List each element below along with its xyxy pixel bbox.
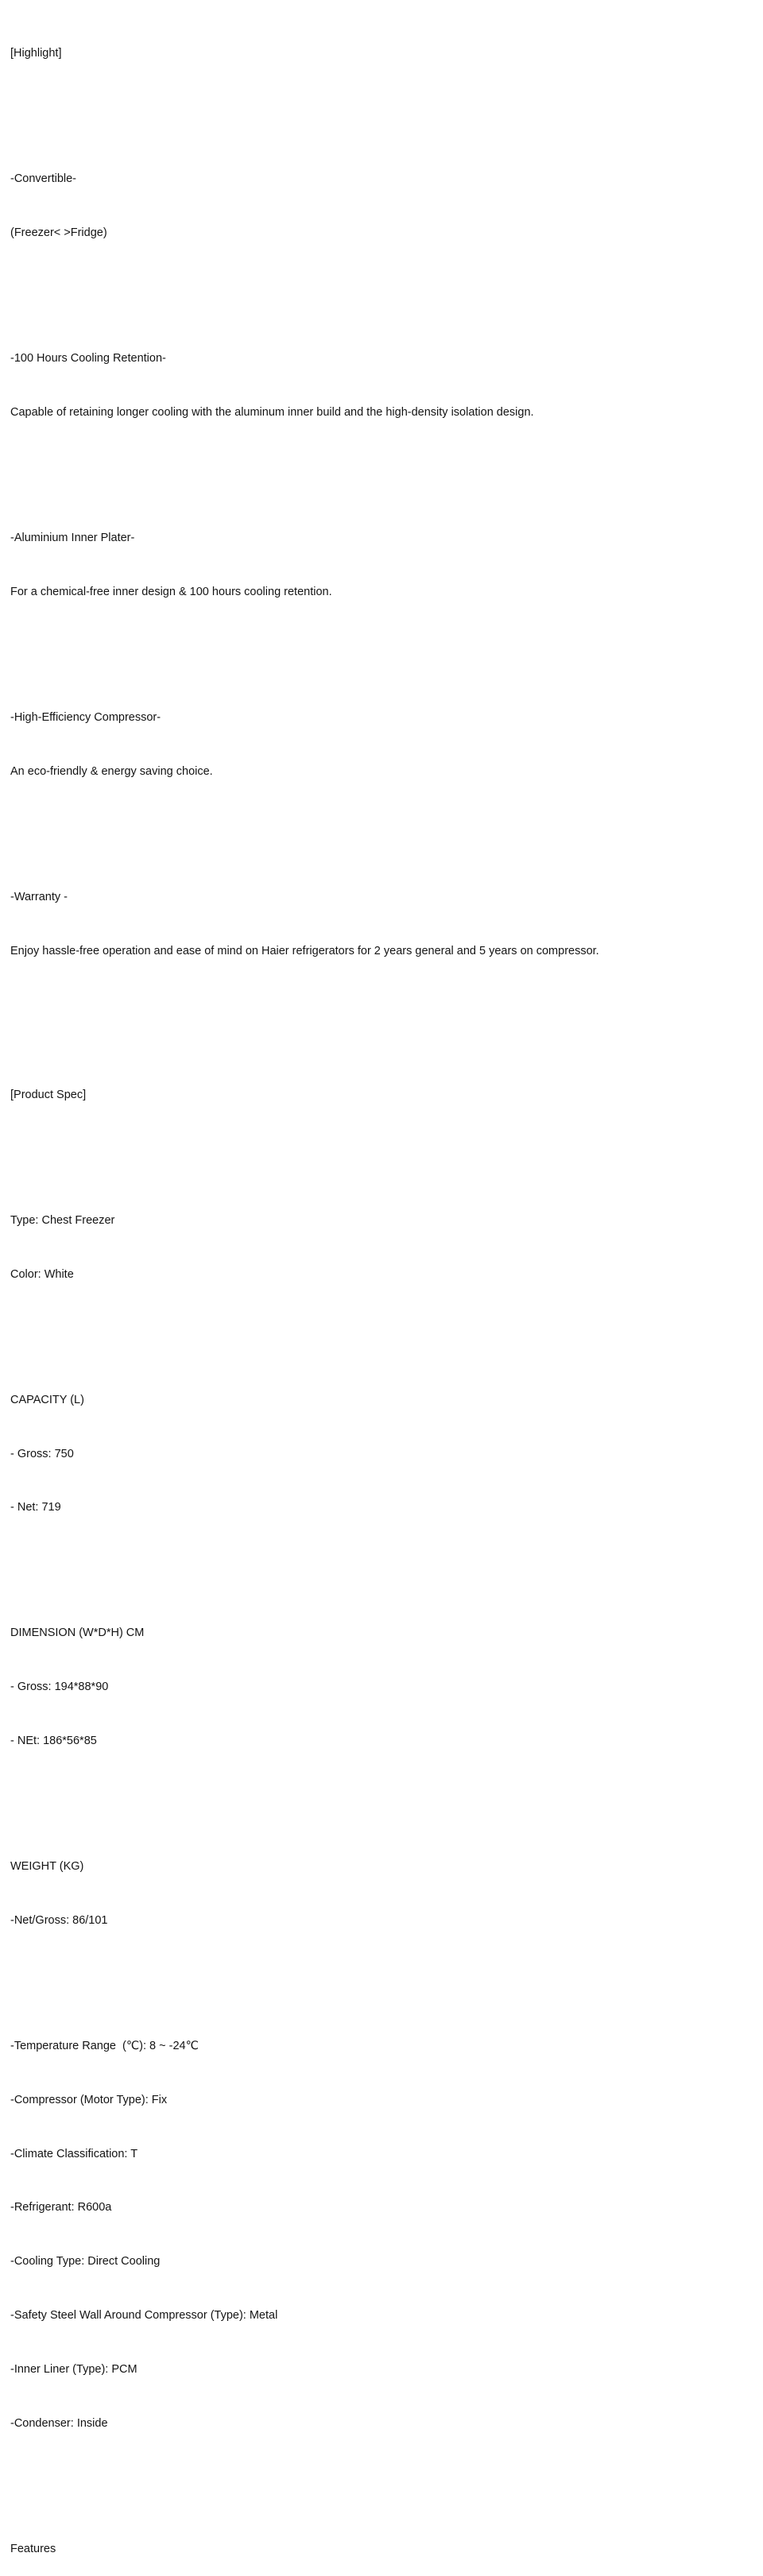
spec-temperature: -Temperature Range (℃): 8 ~ -24℃ <box>10 2040 199 2053</box>
spacer <box>10 1139 755 1158</box>
spacer <box>10 99 755 117</box>
spacer <box>10 996 755 1032</box>
spec-climate: -Climate Classification: T <box>10 2147 138 2160</box>
spacer <box>10 637 755 656</box>
weight-title: WEIGHT (KG) <box>10 1860 84 1874</box>
dimension-title: DIMENSION (W*D*H) CM <box>10 1626 145 1640</box>
spec-color: Color: White <box>10 1267 74 1281</box>
capacity-gross: - Gross: 750 <box>10 1447 74 1460</box>
convertible-title: -Convertible- <box>10 172 76 186</box>
spec-cooling-type: -Cooling Type: Direct Cooling <box>10 2255 161 2269</box>
warranty-title: -Warranty - <box>10 891 68 904</box>
cooling-retention-title: -100 Hours Cooling Retention- <box>10 352 166 366</box>
aluminium-text: For a chemical-free inner design & 100 hours cooling retention. <box>10 586 332 598</box>
spec-type: Type: Chest Freezer <box>10 1213 115 1227</box>
product-description <box>10 9 755 2576</box>
spacer <box>10 458 755 476</box>
spec-inner-liner: -Inner Liner (Type): PCM <box>10 2362 137 2376</box>
spacer <box>10 1319 755 1337</box>
spec-refrigerant: -Refrigerant: R600a <box>10 2201 112 2214</box>
capacity-title: CAPACITY (L) <box>10 1393 84 1406</box>
spec-condenser: -Condenser: Inside <box>10 2416 108 2430</box>
highlight-heading: [Highlight] <box>10 47 62 60</box>
compressor-title: -High-Efficiency Compressor- <box>10 711 161 725</box>
convertible-text: (Freezer< >Fridge) <box>10 226 107 240</box>
spacer <box>10 1553 755 1571</box>
spacer <box>10 278 755 296</box>
warranty-text: Enjoy hassle-free operation and ease of mind on Haier refrigerators for 2 years general and 5 years on compressor. <box>10 944 599 957</box>
aluminium-title: -Aluminium Inner Plater- <box>10 532 135 545</box>
product-spec-heading: [Product Spec] <box>10 1088 87 1101</box>
dimension-net: - NEt: 186*56*85 <box>10 1735 97 1747</box>
capacity-net: - Net: 719 <box>10 1501 61 1514</box>
spec-safety-steel: -Safety Steel Wall Around Compressor (Type): Metal <box>10 2309 278 2322</box>
spacer <box>10 1966 755 1984</box>
weight-net-gross: -Net/Gross: 86/101 <box>10 1913 108 1927</box>
spec-compressor-motor: -Compressor (Motor Type): Fix <box>10 2093 168 2106</box>
compressor-text: An eco-friendly & energy saving choice. <box>10 764 213 778</box>
features-heading: Features <box>10 2542 56 2555</box>
dimension-gross: - Gross: 194*88*90 <box>10 1681 109 1694</box>
spacer <box>10 1786 755 1804</box>
spacer <box>10 817 755 835</box>
spacer <box>10 2468 755 2486</box>
cooling-retention-text: Capable of retaining longer cooling with the aluminum inner build and the high-density isolation design. <box>10 406 534 420</box>
